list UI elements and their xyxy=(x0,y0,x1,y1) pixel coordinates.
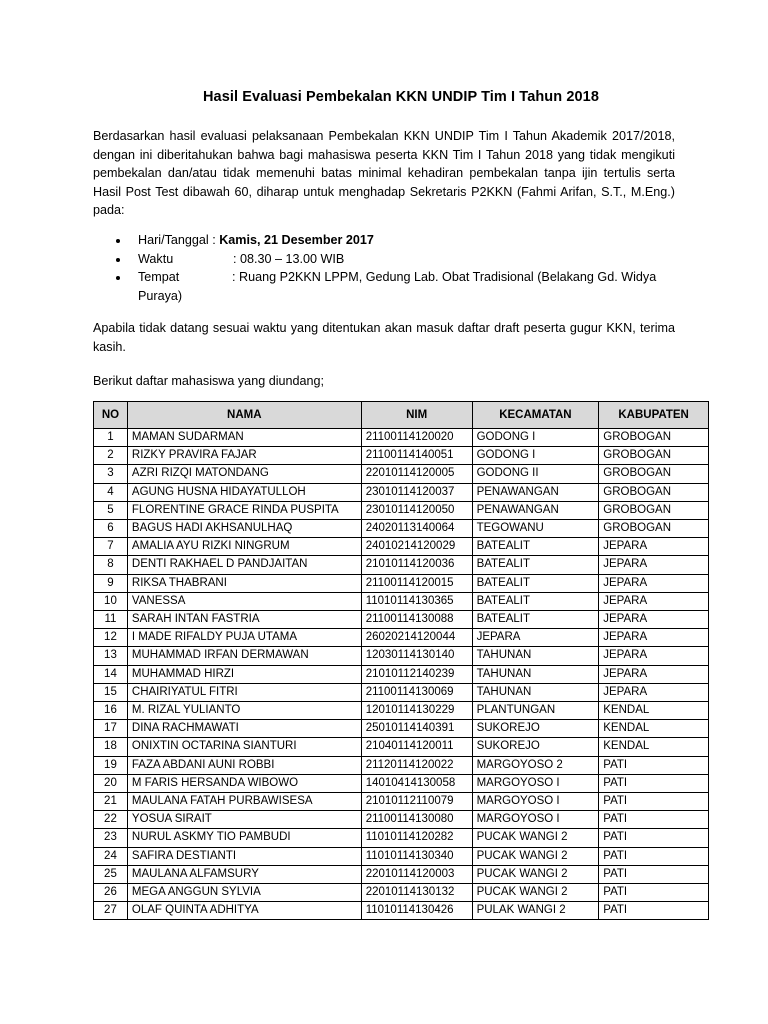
cell-no: 26 xyxy=(94,884,128,902)
cell-nama: I MADE RIFALDY PUJA UTAMA xyxy=(127,629,361,647)
cell-kecamatan: JEPARA xyxy=(472,629,599,647)
cell-kecamatan: BATEALIT xyxy=(472,538,599,556)
bullet-icon xyxy=(116,258,120,262)
cell-kabupaten: PATI xyxy=(599,774,709,792)
cell-kecamatan: PENAWANGAN xyxy=(472,483,599,501)
cell-nim: 12030114130140 xyxy=(361,647,472,665)
notice-paragraph: Apabila tidak datang sesuai waktu yang ditentukan akan masuk daftar draft peserta gugur KKN, terima kasih. xyxy=(93,321,675,354)
cell-nama: OLAF QUINTA ADHITYA xyxy=(127,902,361,920)
cell-no: 20 xyxy=(94,774,128,792)
bullet-icon xyxy=(116,276,120,280)
cell-no: 9 xyxy=(94,574,128,592)
cell-kabupaten: PATI xyxy=(599,865,709,883)
header-kecamatan: KECAMATAN xyxy=(472,402,599,429)
cell-kabupaten: JEPARA xyxy=(599,556,709,574)
cell-no: 13 xyxy=(94,647,128,665)
cell-nama: CHAIRIYATUL FITRI xyxy=(127,683,361,701)
cell-kecamatan: BATEALIT xyxy=(472,556,599,574)
date-label: Hari/Tanggal : xyxy=(138,233,216,247)
cell-kecamatan: SUKOREJO xyxy=(472,738,599,756)
cell-kecamatan: TAHUNAN xyxy=(472,647,599,665)
table-row xyxy=(94,520,709,538)
cell-nama: FLORENTINE GRACE RINDA PUSPITA xyxy=(127,501,361,519)
cell-no: 21 xyxy=(94,793,128,811)
intro-paragraph: Berdasarkan hasil evaluasi pelaksanaan Pembekalan KKN UNDIP Tim I Tahun Akademik 2017/2018, dengan ini diberitahukan bahwa bagi mahasiswa peserta KKN Tim I Tahun 2018 yang tidak mengikuti pembekalan dan/atau tidak memenuhi batas minimal kehadiran pembekalan tanpa ijin tertulis serta Hasil Post Test dibawah 60, diharap untuk menghadap Sekretaris P2KKN (Fahmi Arifan, S.T., M.Eng.) pada: xyxy=(93,129,675,217)
cell-nama: M FARIS HERSANDA WIBOWO xyxy=(127,774,361,792)
cell-kabupaten: JEPARA xyxy=(599,647,709,665)
cell-no: 1 xyxy=(94,429,128,447)
cell-kabupaten: JEPARA xyxy=(599,611,709,629)
cell-kabupaten: GROBOGAN xyxy=(599,501,709,519)
cell-no: 7 xyxy=(94,538,128,556)
cell-kabupaten: KENDAL xyxy=(599,702,709,720)
cell-no: 27 xyxy=(94,902,128,920)
table-header-row xyxy=(94,402,709,429)
cell-no: 18 xyxy=(94,738,128,756)
cell-no: 25 xyxy=(94,865,128,883)
table-row xyxy=(94,756,709,774)
cell-kecamatan: PUCAK WANGI 2 xyxy=(472,829,599,847)
cell-kabupaten: JEPARA xyxy=(599,683,709,701)
table-row xyxy=(94,574,709,592)
cell-kecamatan: PUCAK WANGI 2 xyxy=(472,884,599,902)
table-row xyxy=(94,647,709,665)
table-row xyxy=(94,793,709,811)
place-label: Tempat xyxy=(138,270,180,284)
cell-nama: SAFIRA DESTIANTI xyxy=(127,847,361,865)
cell-kecamatan: PUCAK WANGI 2 xyxy=(472,865,599,883)
cell-kecamatan: MARGOYOSO I xyxy=(472,811,599,829)
cell-nim: 21100114120020 xyxy=(361,429,472,447)
cell-no: 22 xyxy=(94,811,128,829)
cell-nim: 12010114130229 xyxy=(361,702,472,720)
cell-no: 5 xyxy=(94,501,128,519)
cell-kabupaten: PATI xyxy=(599,756,709,774)
cell-nim: 24010214120029 xyxy=(361,538,472,556)
cell-nim: 26020214120044 xyxy=(361,629,472,647)
cell-kabupaten: PATI xyxy=(599,847,709,865)
cell-kabupaten: PATI xyxy=(599,811,709,829)
time-label: Waktu xyxy=(138,251,174,266)
cell-kabupaten: JEPARA xyxy=(599,574,709,592)
schedule-list xyxy=(93,231,675,305)
cell-nim: 11010114130365 xyxy=(361,592,472,610)
cell-nama: MUHAMMAD IRFAN DERMAWAN xyxy=(127,647,361,665)
cell-no: 19 xyxy=(94,756,128,774)
schedule-item-date xyxy=(93,231,675,250)
cell-nama: DENTI RAKHAEL D PANDJAITAN xyxy=(127,556,361,574)
cell-nim: 23010114120050 xyxy=(361,501,472,519)
cell-no: 4 xyxy=(94,483,128,501)
cell-no: 16 xyxy=(94,702,128,720)
table-row xyxy=(94,702,709,720)
cell-nim: 11010114130340 xyxy=(361,847,472,865)
place-value-continued: Puraya) xyxy=(138,288,183,303)
cell-nama: DINA RACHMAWATI xyxy=(127,720,361,738)
cell-nama: RIZKY PRAVIRA FAJAR xyxy=(127,447,361,465)
header-nim: NIM xyxy=(361,402,472,429)
cell-kecamatan: BATEALIT xyxy=(472,611,599,629)
list-intro: Berikut daftar mahasiswa yang diundang; xyxy=(93,374,325,388)
cell-nama: ONIXTIN OCTARINA SIANTURI xyxy=(127,738,361,756)
cell-nim: 21100114130088 xyxy=(361,611,472,629)
cell-nama: MEGA ANGGUN SYLVIA xyxy=(127,884,361,902)
cell-kecamatan: GODONG I xyxy=(472,429,599,447)
cell-nama: FAZA ABDANI AUNI ROBBI xyxy=(127,756,361,774)
cell-no: 12 xyxy=(94,629,128,647)
cell-kabupaten: KENDAL xyxy=(599,738,709,756)
cell-kabupaten: GROBOGAN xyxy=(599,520,709,538)
cell-nim: 22010114130132 xyxy=(361,884,472,902)
cell-kabupaten: KENDAL xyxy=(599,720,709,738)
cell-nama: AZRI RIZQI MATONDANG xyxy=(127,465,361,483)
student-table xyxy=(93,401,709,920)
table-row xyxy=(94,483,709,501)
table-row xyxy=(94,720,709,738)
cell-nama: BAGUS HADI AKHSANULHAQ xyxy=(127,520,361,538)
cell-no: 8 xyxy=(94,556,128,574)
cell-nim: 21010114120036 xyxy=(361,556,472,574)
document-title: Hasil Evaluasi Pembekalan KKN UNDIP Tim I Tahun 2018 xyxy=(202,89,600,105)
table-row xyxy=(94,465,709,483)
cell-kabupaten: GROBOGAN xyxy=(599,465,709,483)
cell-nim: 11010114120282 xyxy=(361,829,472,847)
cell-nama: MUHAMMAD HIRZI xyxy=(127,665,361,683)
cell-kabupaten: PATI xyxy=(599,829,709,847)
cell-kabupaten: GROBOGAN xyxy=(599,483,709,501)
cell-kecamatan: TEGOWANU xyxy=(472,520,599,538)
table-row xyxy=(94,811,709,829)
cell-nama: AGUNG HUSNA HIDAYATULLOH xyxy=(127,483,361,501)
cell-kecamatan: MARGOYOSO I xyxy=(472,774,599,792)
cell-kecamatan: MARGOYOSO I xyxy=(472,793,599,811)
cell-nama: NURUL ASKMY TIO PAMBUDI xyxy=(127,829,361,847)
cell-nama: SARAH INTAN FASTRIA xyxy=(127,611,361,629)
cell-kabupaten: PATI xyxy=(599,793,709,811)
cell-kecamatan: GODONG I xyxy=(472,447,599,465)
cell-nim: 25010114140391 xyxy=(361,720,472,738)
cell-kecamatan: PUCAK WANGI 2 xyxy=(472,847,599,865)
table-row xyxy=(94,738,709,756)
header-nama: NAMA xyxy=(127,402,361,429)
schedule-item-time xyxy=(93,250,675,269)
cell-kabupaten: PATI xyxy=(599,902,709,920)
table-row xyxy=(94,829,709,847)
table-body xyxy=(94,429,709,920)
cell-nama: RIKSA THABRANI xyxy=(127,574,361,592)
cell-no: 14 xyxy=(94,665,128,683)
cell-nim: 21100114130069 xyxy=(361,683,472,701)
cell-nim: 24020113140064 xyxy=(361,520,472,538)
cell-nim: 21100114120015 xyxy=(361,574,472,592)
table-row xyxy=(94,629,709,647)
table-row xyxy=(94,592,709,610)
cell-kabupaten: JEPARA xyxy=(599,665,709,683)
schedule-item-place xyxy=(93,268,675,305)
cell-kecamatan: GODONG II xyxy=(472,465,599,483)
cell-kecamatan: TAHUNAN xyxy=(472,683,599,701)
cell-no: 11 xyxy=(94,611,128,629)
cell-no: 23 xyxy=(94,829,128,847)
cell-kecamatan: MARGOYOSO 2 xyxy=(472,756,599,774)
cell-kecamatan: PENAWANGAN xyxy=(472,501,599,519)
cell-no: 3 xyxy=(94,465,128,483)
table-row xyxy=(94,556,709,574)
cell-nama: VANESSA xyxy=(127,592,361,610)
cell-nim: 21100114130080 xyxy=(361,811,472,829)
cell-nim: 21040114120011 xyxy=(361,738,472,756)
cell-nama: M. RIZAL YULIANTO xyxy=(127,702,361,720)
cell-no: 17 xyxy=(94,720,128,738)
cell-nim: 22010114120003 xyxy=(361,865,472,883)
cell-kecamatan: BATEALIT xyxy=(472,574,599,592)
table-row xyxy=(94,611,709,629)
cell-kabupaten: PATI xyxy=(599,884,709,902)
table-row xyxy=(94,902,709,920)
table-row xyxy=(94,683,709,701)
table-row xyxy=(94,774,709,792)
table-row xyxy=(94,429,709,447)
cell-nama: MAULANA ALFAMSURY xyxy=(127,865,361,883)
cell-nim: 22010114120005 xyxy=(361,465,472,483)
cell-nim: 21100114140051 xyxy=(361,447,472,465)
bullet-icon xyxy=(116,239,120,243)
cell-nim: 21120114120022 xyxy=(361,756,472,774)
header-kabupaten: KABUPATEN xyxy=(599,402,709,429)
cell-kabupaten: JEPARA xyxy=(599,592,709,610)
cell-kecamatan: PULAK WANGI 2 xyxy=(472,902,599,920)
header-no: NO xyxy=(94,402,128,429)
table-row xyxy=(94,884,709,902)
cell-nama: YOSUA SIRAIT xyxy=(127,811,361,829)
cell-nim: 11010114130426 xyxy=(361,902,472,920)
cell-nim: 23010114120037 xyxy=(361,483,472,501)
cell-nim: 21010112110079 xyxy=(361,793,472,811)
cell-nama: MAULANA FATAH PURBAWISESA xyxy=(127,793,361,811)
cell-nama: AMALIA AYU RIZKI NINGRUM xyxy=(127,538,361,556)
cell-no: 2 xyxy=(94,447,128,465)
cell-kecamatan: TAHUNAN xyxy=(472,665,599,683)
cell-no: 10 xyxy=(94,592,128,610)
cell-no: 24 xyxy=(94,847,128,865)
table-row xyxy=(94,538,709,556)
cell-kabupaten: GROBOGAN xyxy=(599,429,709,447)
table-row xyxy=(94,447,709,465)
cell-no: 15 xyxy=(94,683,128,701)
cell-nama: MAMAN SUDARMAN xyxy=(127,429,361,447)
table-row xyxy=(94,865,709,883)
cell-kabupaten: JEPARA xyxy=(599,538,709,556)
cell-kecamatan: PLANTUNGAN xyxy=(472,702,599,720)
date-value: Kamis, 21 Desember 2017 xyxy=(219,233,374,247)
cell-kabupaten: JEPARA xyxy=(599,629,709,647)
time-value: : 08.30 – 13.00 WIB xyxy=(233,251,345,266)
table-row xyxy=(94,665,709,683)
cell-kabupaten: GROBOGAN xyxy=(599,447,709,465)
table-row xyxy=(94,847,709,865)
cell-nim: 14010414130058 xyxy=(361,774,472,792)
place-value: : Ruang P2KKN LPPM, Gedung Lab. Obat Tradisional (Belakang Gd. Widya xyxy=(232,270,657,284)
cell-no: 6 xyxy=(94,520,128,538)
table-row xyxy=(94,501,709,519)
cell-nim: 21010112140239 xyxy=(361,665,472,683)
cell-kecamatan: BATEALIT xyxy=(472,592,599,610)
cell-kecamatan: SUKOREJO xyxy=(472,720,599,738)
